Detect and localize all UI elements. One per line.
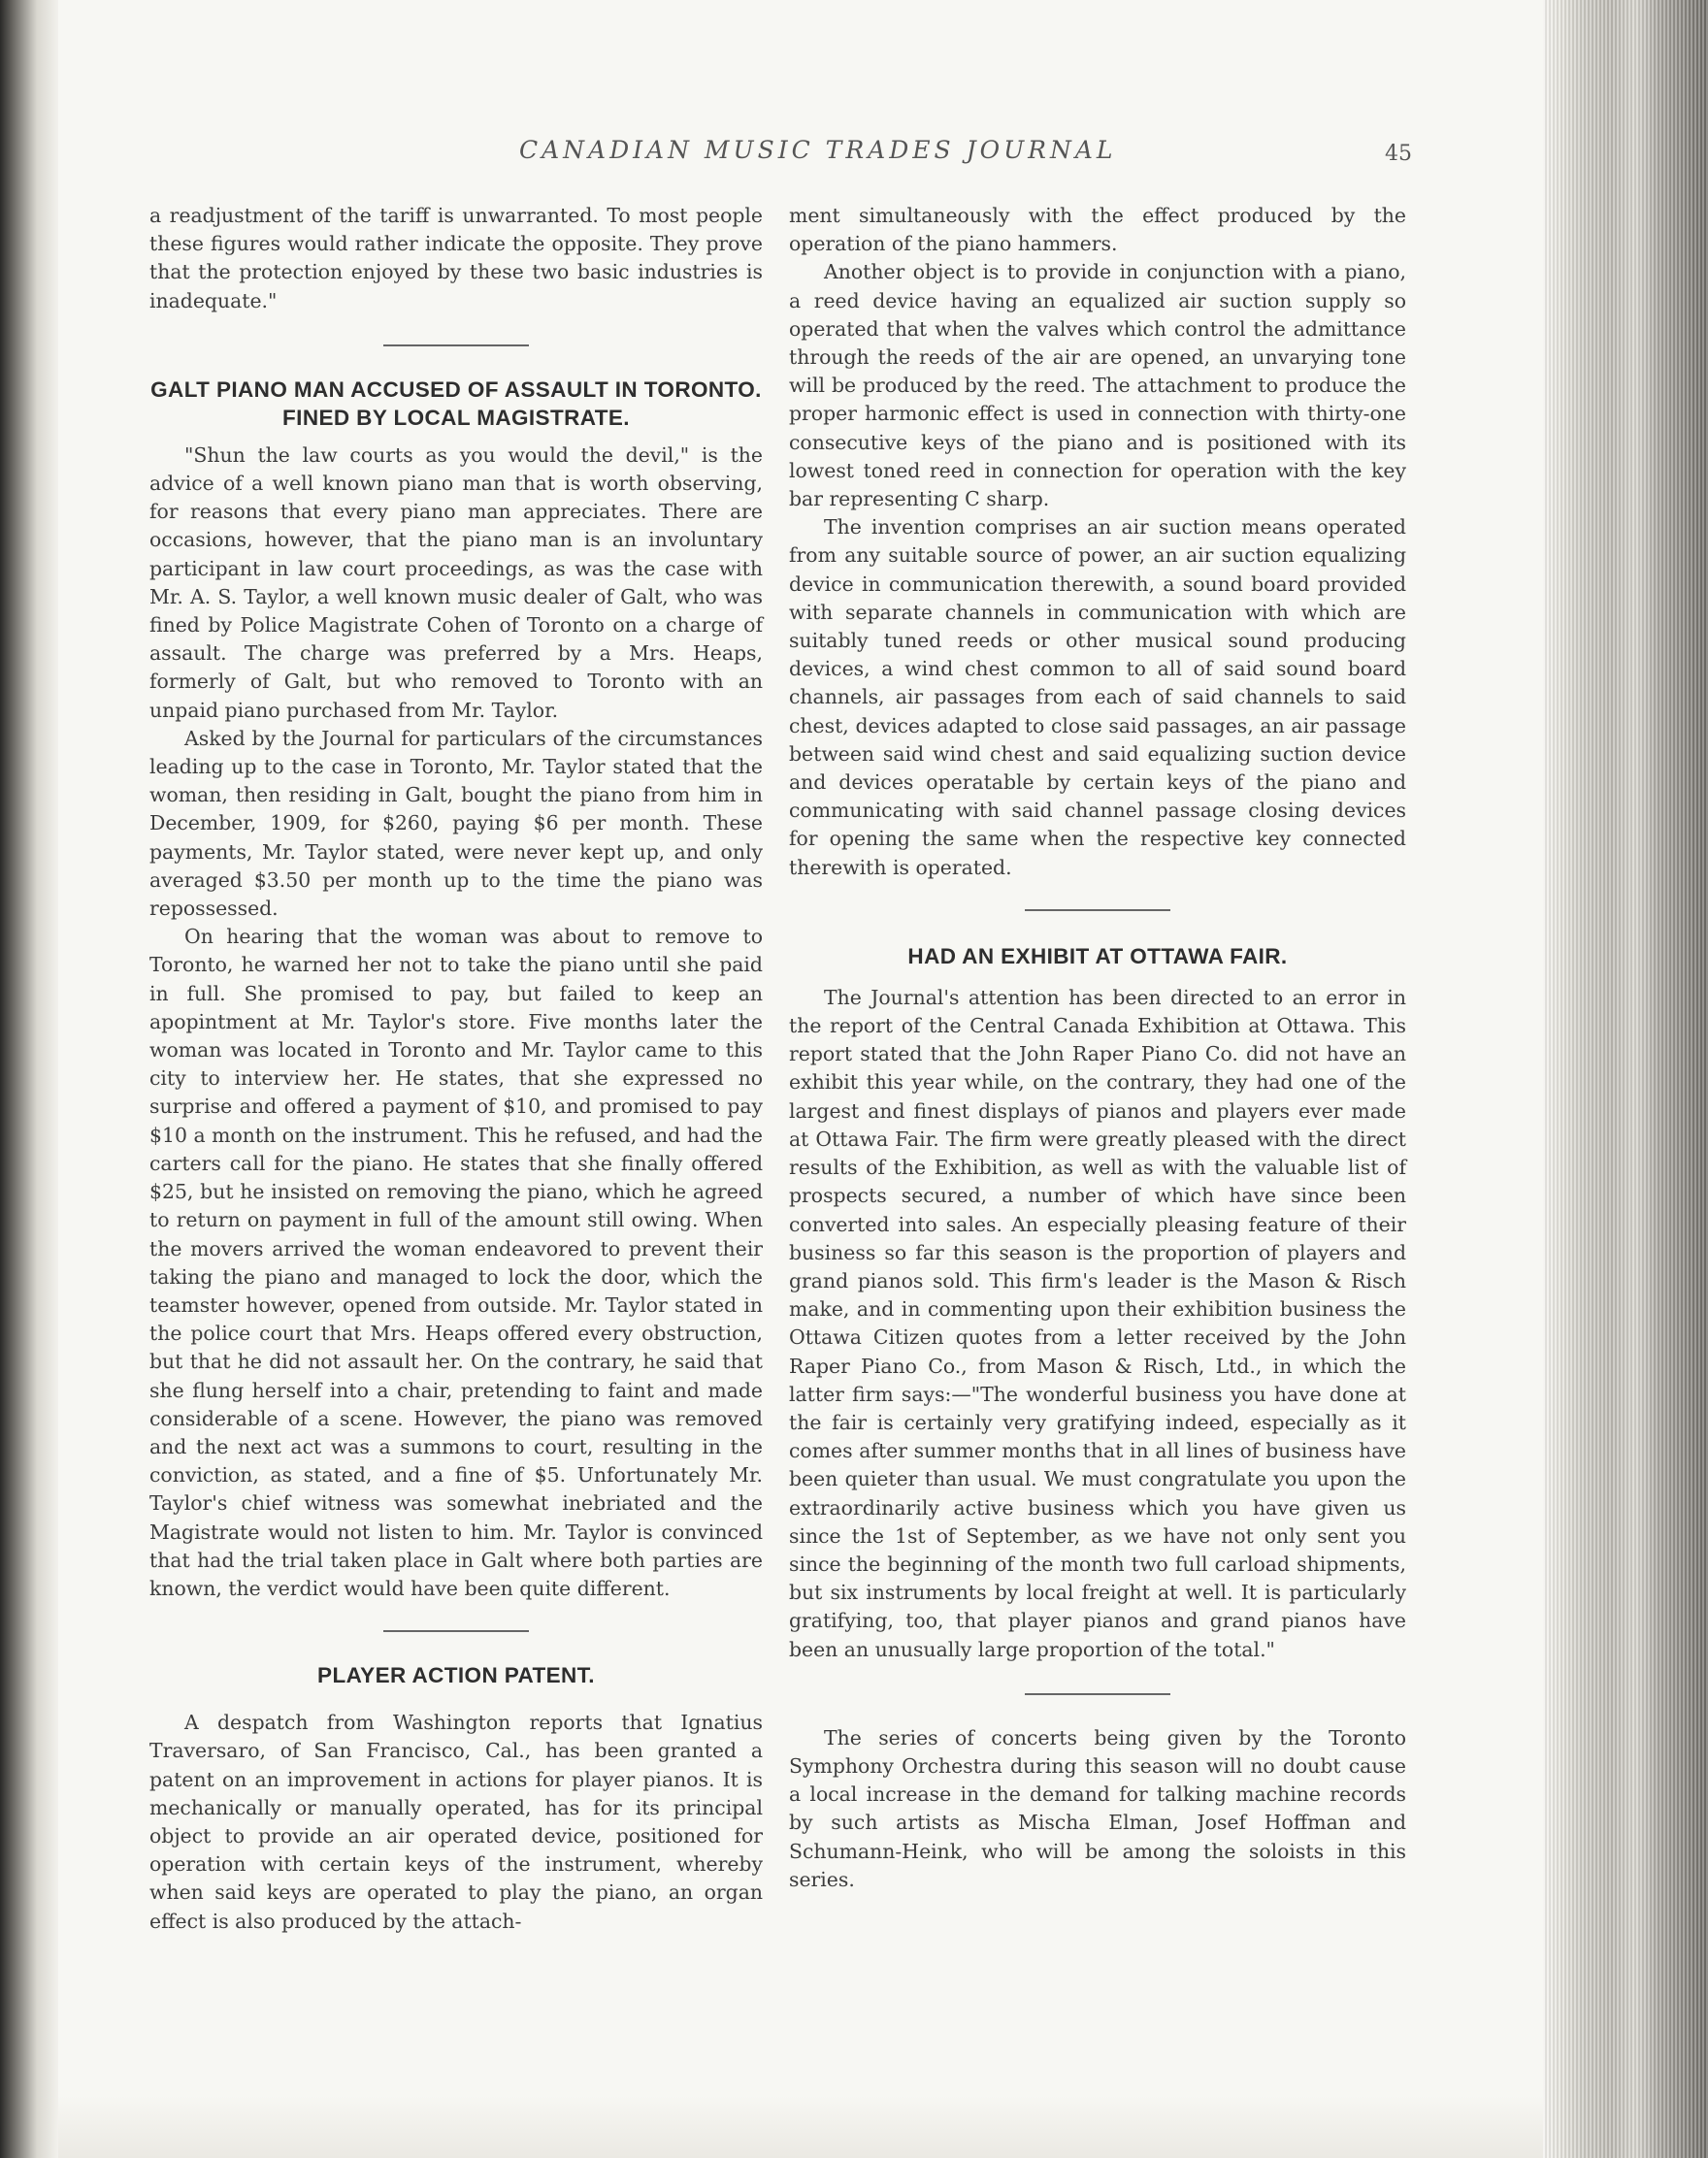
closing-paragraph: The series of concerts being given by the Toronto Symphony Orchestra during this season will no doubt cause a local increase in the demand for talking machine records by such artists as Mischa Elman, Josef Hoffman and Schumann-Heink, who will be among the soloists in this series.	[789, 1725, 1406, 1891]
article-paragraph: The Journal's attention has been directed to an error in the report of the Central Canada Exhibition at Ottawa. This report stated that the John Raper Piano Co. did not have an exhibit this year while, on the contrary, they had one of the largest and finest displays of pianos and players ever made at Ottawa Fair. The firm were greatly pleased with the direct results of the Exhibition, as well as with the valuable list of prospects secured, a number of which have since been converted into sales. An especially pleasing feature of their business so far this season is the proportion of players and grand pianos sold. This firm's leader is the Mason & Risch make, and in commenting upon their exhibition business the Ottawa Citizen quotes from a letter received by the John Raper Piano Co., from Mason & Risch, Ltd., in which the latter firm says:—"The wonderful business you have done at the fair is certainly very gratifying indeed, especially as it comes after summer months that in all lines of business have been quieter than usual. We must congratulate you upon the extraordinarily active business which you have given us since the 1st of September, as we have not only sent you since the beginning of the month two full carload shipments, but six instruments by local freight at well. It is particularly gratifying, too, that player pianos and grand pianos have been an unusually large proportion of the total."	[789, 985, 1406, 1661]
headline-galt-piano: GALT PIANO MAN ACCUSED OF ASSAULT IN TORONTO. FINED BY LOCAL MAGISTRATE.	[150, 376, 762, 430]
running-title: CANADIAN MUSIC TRADES JOURNAL	[519, 136, 1117, 164]
left-column	[149, 202, 763, 1936]
article-paragraph: Asked by the Journal for particulars of the circumstances leading up to the case in Toronto, Mr. Taylor stated that the woman, then residing in Galt, bought the piano from him in December, 1909, for $260, paying $6 per month. These payments, Mr. Taylor stated, were never kept up, and only averaged $3.50 per month up to the time the piano was repossessed.	[149, 726, 763, 921]
section-divider	[383, 1630, 529, 1632]
article-paragraph: A despatch from Washington reports that Ignatius Traversaro, of San Francisco, Cal., has been granted a patent on an improvement in actions for player pianos. It is mechanically or manually operated, has for its principal object to provide an air operated device, positioned for operation with certain keys of the instrument, whereby when said keys are operated to play the piano, an organ effect is also produced by the attach-	[149, 1711, 763, 1933]
continued-paragraph: ment simultaneously with the effect produced by the operation of the piano hammers.	[789, 204, 1406, 256]
headline-player-action-patent: PLAYER ACTION PATENT.	[317, 1663, 595, 1688]
book-page-edges	[1543, 0, 1708, 2158]
section-divider	[1025, 909, 1170, 911]
section-divider	[383, 344, 529, 346]
book-left-edge	[0, 0, 58, 2158]
intro-paragraph: a readjustment of the tariff is unwarranted. To most people these figures would rather indicate the opposite. They prove that the protection enjoyed by these two basic industries is inadequate."	[149, 204, 763, 312]
section-divider	[1025, 1693, 1170, 1695]
page-edge-lines	[1543, 0, 1708, 2158]
article-paragraph: The invention comprises an air suction means operated from any suitable source of power, an air suction equalizing device in communication therewith, a sound board provided with separate channels in communication with which are suitably tuned reeds or other musical sound producing devices, a wind chest common to all of said sound board channels, air passages from each of said channels to said chest, devices adapted to close said passages, an air passage between said wind chest and said equalizing suction device and devices operatable by certain keys of the piano and communicating with said channel passage closing devices for opening the same when the respective key connected therewith is operated.	[789, 515, 1406, 879]
page-number: 45	[1385, 142, 1412, 166]
page-bottom-shadow	[58, 2096, 1543, 2158]
page-header	[0, 136, 1543, 175]
article-paragraph: "Shun the law courts as you would the devil," is the advice of a well known piano man that is worth observing, for reasons that every piano man appreciates. There are occasions, however, that the piano man is an involuntary participant in law court proceedings, as was the case with Mr. A. S. Taylor, a well known music dealer of Galt, who was fined by Police Magistrate Cohen of Toronto on a charge of assault. The charge was preferred by a Mrs. Heaps, formerly of Galt, but who removed to Toronto with an unpaid piano purchased from Mr. Taylor.	[149, 442, 763, 722]
article-paragraph: On hearing that the woman was about to remove to Toronto, he warned her not to take the piano until she paid in full. She promised to pay, but failed to keep an apopintment at Mr. Taylor's store. Five months later the woman was located in Toronto and Mr. Taylor came to this city to interview her. He states, that she expressed no surprise and offered a payment of $10, and promised to pay $10 a month on the instrument. This he refused, and had the carters call for the piano. He states that she finally offered $25, but he insisted on removing the piano, which he agreed to return on payment in full of the amount still owing. When the movers arrived the woman endeavored to prevent their taking the piano and managed to lock the door, which the teamster however, opened from outside. Mr. Taylor stated in the police court that Mrs. Heaps offered every obstruction, but that he did not assault her. On the contrary, he said that she flung herself into a chair, pretending to faint and made considerable of a scene. However, the piano was removed and the next act was a summons to court, resulting in the conviction, as stated, and a fine of $5. Unfortunately Mr. Taylor's chief witness was somewhat inebriated and the Magistrate would not listen to him. Mr. Taylor is convinced that had the trial taken place in Galt where both parties are known, the verdict would have been quite different.	[149, 925, 763, 1600]
right-column	[789, 202, 1406, 1894]
article-paragraph: Another object is to provide in conjunction with a piano, a reed device having an equalized air suction supply so operated that when the valves which control the admittance through the reeds of the air are opened, an unvarying tone will be produced by the reed. The attachment to produce the proper harmonic effect is used in connection with thirty-one consecutive keys of the piano and is positioned with its lowest toned reed in connection for operation with the key bar representing C sharp.	[789, 260, 1406, 511]
headline-ottawa-fair: HAD AN EXHIBIT AT OTTAWA FAIR.	[907, 943, 1288, 968]
